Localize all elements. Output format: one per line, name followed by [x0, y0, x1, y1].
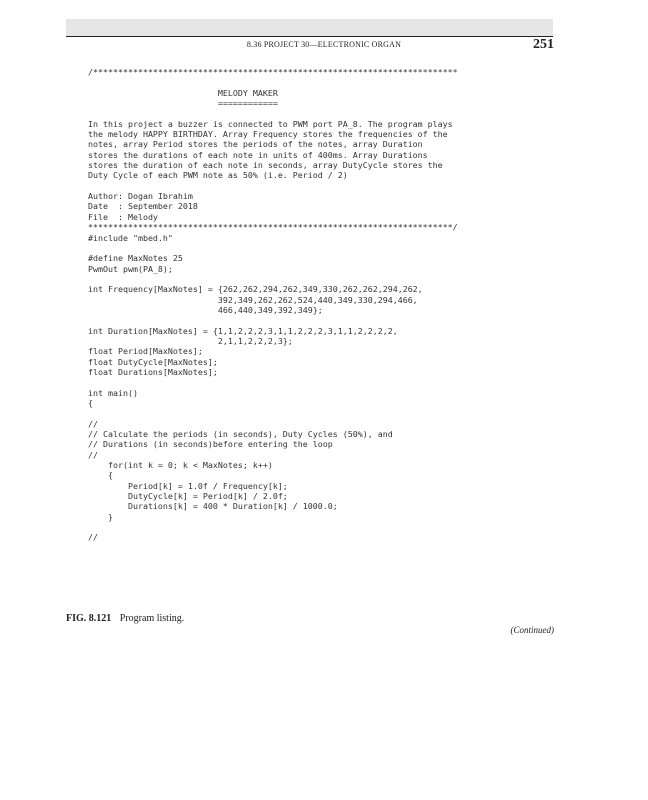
code-line	[88, 243, 458, 253]
code-line	[88, 274, 458, 284]
figure-label: FIG. 8.121	[66, 613, 112, 624]
header-rule	[66, 36, 553, 37]
code-line	[88, 77, 458, 87]
code-line: int Duration[MaxNotes] = {1,1,2,2,2,3,1,1,2,2,2,3,1,1,2,2,2,2,	[88, 325, 398, 336]
code-line: Author: Dogan Ibrahim	[88, 191, 193, 202]
code-line: *************************************************************************/	[88, 222, 458, 233]
continued-label: (Continued)	[510, 625, 554, 635]
code-line: int main()	[88, 387, 138, 398]
code-line: Period[k] = 1.0f / Frequency[k];	[88, 480, 288, 491]
code-line: ============	[88, 98, 278, 109]
running-head: 8.36 PROJECT 30—ELECTRONIC ORGAN	[246, 40, 402, 49]
code-line: int Frequency[MaxNotes] = {262,262,294,262,349,330,262,262,294,262,	[88, 284, 423, 295]
code-line: PwmOut pwm(PA_8);	[88, 263, 173, 274]
code-line	[88, 408, 458, 418]
code-line: {	[88, 470, 113, 481]
code-line: /*************************************************************************	[88, 67, 458, 77]
code-line: //	[88, 418, 98, 429]
page-number: 251	[533, 37, 554, 52]
code-line: In this project a buzzer is connected to PWM port PA_8. The program plays	[88, 118, 453, 129]
code-line: the melody HAPPY BIRTHDAY. Array Frequency stores the frequencies of the	[88, 129, 448, 140]
code-line: MELODY MAKER	[88, 87, 278, 98]
code-line: File : Melody	[88, 211, 158, 222]
figure-caption-text: Program listing.	[119, 613, 185, 624]
code-line	[88, 181, 458, 191]
code-line: stores the durations of each note in units of 400ms. Array Durations	[88, 149, 428, 160]
code-line: //	[88, 532, 98, 543]
code-line: // Durations (in seconds)before entering the loop	[88, 439, 333, 450]
code-line: 466,440,349,392,349};	[88, 304, 323, 315]
code-line: float DutyCycle[MaxNotes];	[88, 356, 218, 367]
code-line	[88, 377, 458, 387]
code-line: Duty Cycle of each PWM note as 50% (i.e. Period / 2)	[88, 170, 348, 181]
code-line: 392,349,262,262,524,440,349,330,294,466,	[88, 294, 418, 305]
code-line: notes, array Period stores the periods of the notes, array Duration	[88, 139, 423, 150]
code-line: DutyCycle[k] = Period[k] / 2.0f;	[88, 491, 288, 502]
program-listing	[88, 67, 458, 543]
code-line: float Period[MaxNotes];	[88, 346, 203, 357]
code-line: float Durations[MaxNotes];	[88, 366, 218, 377]
code-line	[88, 315, 458, 325]
code-line: }	[88, 511, 113, 522]
figure-caption	[66, 613, 184, 624]
code-line: for(int k = 0; k < MaxNotes; k++)	[88, 460, 273, 471]
code-line: // Calculate the periods (in seconds), Duty Cycles (50%), and	[88, 429, 393, 440]
code-line	[88, 108, 458, 118]
code-line: //	[88, 449, 98, 460]
code-line: Durations[k] = 400 * Duration[k] / 1000.0;	[88, 501, 338, 512]
code-line: stores the duration of each note in seconds, array DutyCycle stores the	[88, 160, 443, 171]
code-line: Date : September 2018	[88, 201, 198, 212]
code-line	[88, 522, 458, 532]
code-line: {	[88, 398, 93, 408]
code-line: #include "mbed.h"	[88, 232, 173, 243]
code-line: 2,1,1,2,2,2,3};	[88, 335, 293, 346]
header-band	[66, 19, 553, 36]
code-line: #define MaxNotes 25	[88, 253, 183, 264]
